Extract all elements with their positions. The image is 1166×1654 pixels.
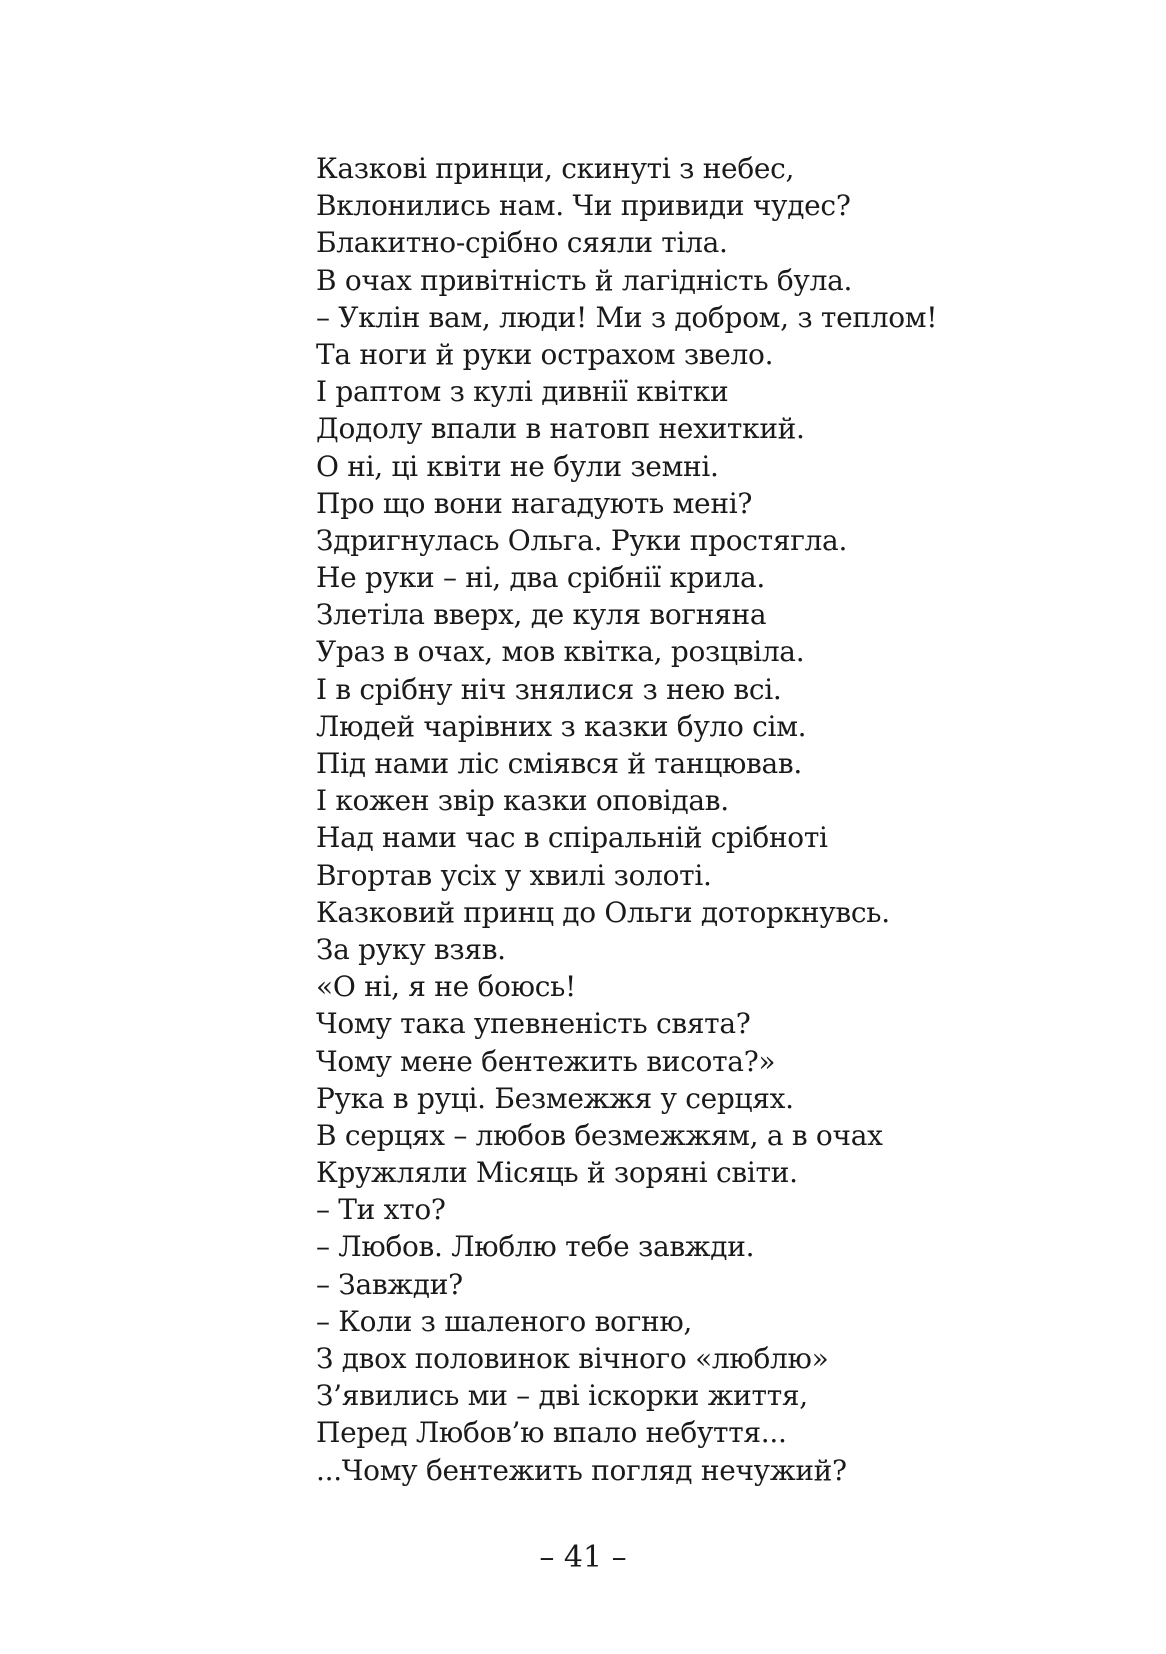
poem-line: В серцях – любов безмежжям, а в очах [316,1118,883,1152]
poem-line: Блакитно-срібно сяяли тіла. [316,226,728,260]
poem-line: Перед Любов’ю впало небуття... [316,1416,787,1450]
poem-line: Казкові принци, скинуті з небес, [316,152,795,185]
poem-text [316,150,956,1489]
poem-line: І раптом з кулі дивнії квітки [316,375,729,409]
poem-line: Злетіла вверх, де куля вогняна [316,598,767,632]
poem-line: Вклонились нам. Чи привиди чудес? [316,189,851,223]
poem-line: Здригнулась Ольга. Руки простягла. [316,523,848,557]
poem-line: – Уклін вам, люди! Ми з добром, з теплом! [316,300,938,334]
poem-line: – Коли з шаленого вогню, [316,1304,693,1338]
poem-line: Не руки – ні, два срібнії крила. [316,561,766,595]
poem-line: І в срібну ніч знялися з нею всі. [316,672,782,706]
poem-line: Вгортав усіх у хвилі золоті. [316,858,712,892]
poem-line: Чому мене бентежить висота?» [316,1044,776,1078]
poem-line: За руку взяв. [316,932,506,966]
poem-line: – Ти хто? [316,1193,446,1227]
poem-line: З двох половинок вічного «люблю» [316,1342,829,1375]
poem-line: В очах привітність й лагідність була. [316,263,853,297]
poem-line: Казковий принц до Ольги доторкнувсь. [316,895,890,929]
poem-line: І кожен звір казки оповідав. [316,784,729,818]
poem-line: Над нами час в спіральній срібноті [316,821,828,855]
poem-line: Під нами ліс сміявся й танцював. [316,747,802,780]
poem-line: Рука в руці. Безмежжя у серцях. [316,1081,794,1115]
poem-line: – Любов. Люблю тебе завжди. [316,1230,755,1264]
poem-line: Про що вони нагадують мені? [316,486,753,520]
poem-line: ...Чому бентежить погляд нечужий? [316,1453,847,1487]
poem-line: Чому така упевненість свята? [316,1007,751,1041]
poem-line: – Завжди? [316,1267,463,1301]
poem-line: О ні, ці квіти не були земні. [316,449,719,483]
poem-line: «О ні, я не боюсь! [316,970,576,1004]
poem-line: Ураз в очах, мов квітка, розцвіла. [316,635,805,669]
poem-line: Додолу впали в натовп нехиткий. [316,412,805,446]
page-number: – 41 – [539,1540,627,1575]
poem-line: З’явились ми – дві іскорки життя, [316,1379,808,1413]
poem-line: Кружляли Місяць й зоряні світи. [316,1156,798,1190]
poem-line: Та ноги й руки острахом звело. [316,337,774,371]
poem-line: Людей чарівних з казки було сім. [316,709,807,743]
